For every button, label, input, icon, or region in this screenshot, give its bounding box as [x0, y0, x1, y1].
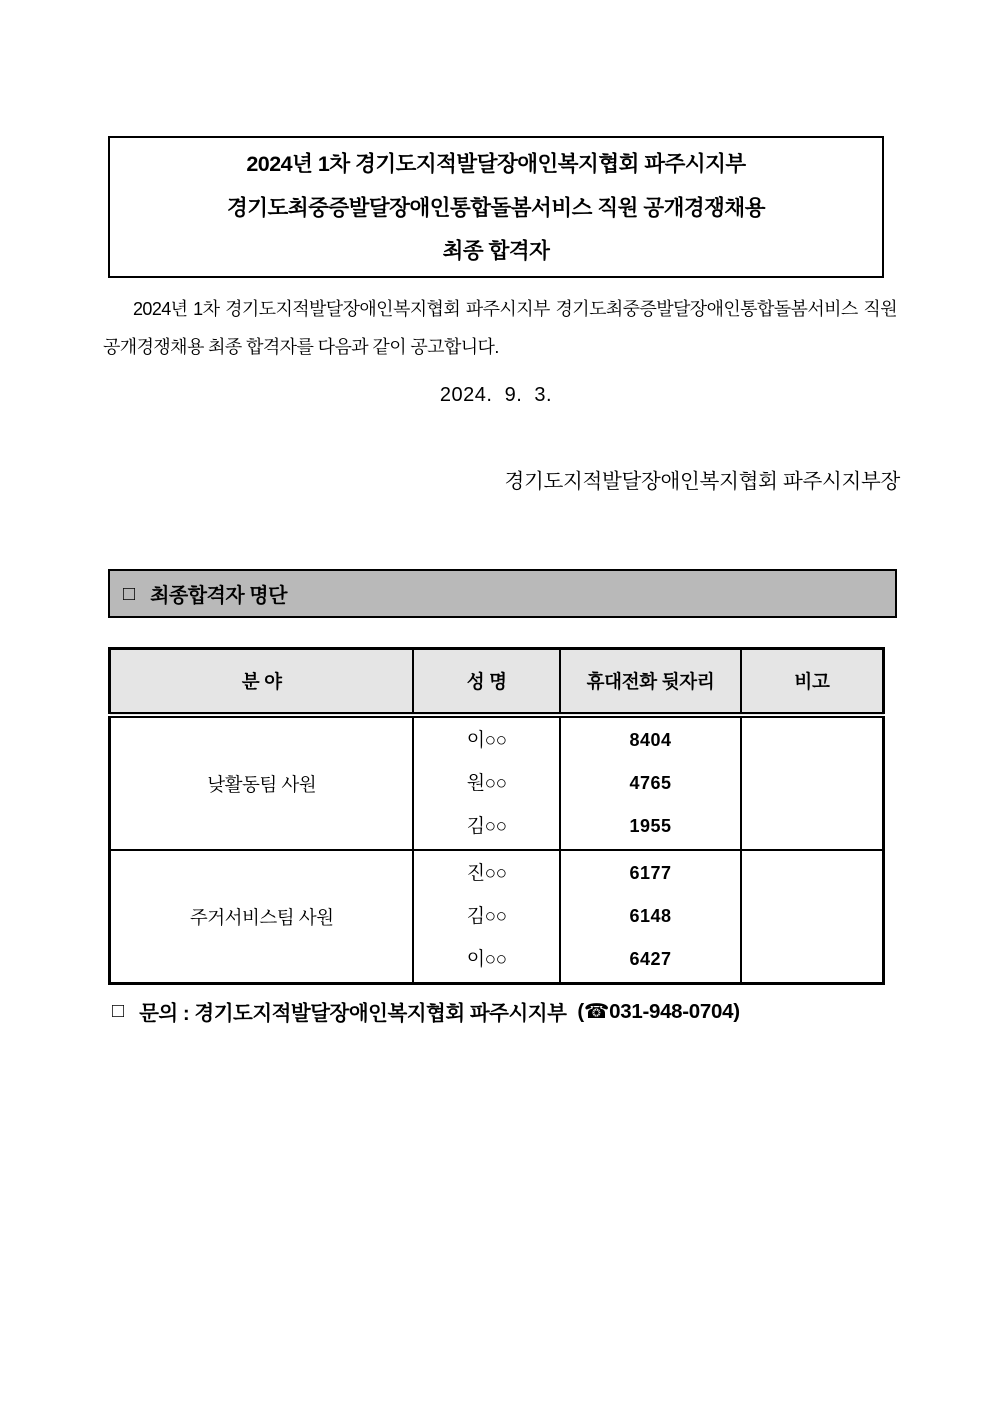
name-line: 이○○ — [466, 949, 507, 970]
table-header-row — [110, 649, 884, 716]
phone-line: 4765 — [629, 773, 672, 793]
section-title: 최종합격자 명단 — [150, 585, 287, 607]
note-cell — [741, 715, 884, 850]
title-line-3: 최종 합격자 — [442, 239, 550, 263]
phone-line: 6427 — [629, 949, 672, 969]
announcement-date: 2024. 9. 3. — [439, 384, 553, 406]
col-header-name: 성 명 — [413, 649, 560, 716]
col-header-field: 분 야 — [110, 649, 414, 716]
col-header-note: 비고 — [741, 649, 884, 716]
table-row-day-activity-team — [110, 715, 884, 850]
phones-cell — [560, 850, 741, 984]
category-cell — [110, 715, 414, 850]
contact-phone: (☎031-948-0704) — [577, 999, 740, 1023]
phone-line: 6177 — [629, 863, 672, 883]
names-cell — [413, 850, 560, 984]
square-bullet-icon: □ — [112, 1000, 125, 1022]
category-cell — [110, 850, 414, 984]
category-label: 주거서비스팀 사원 — [189, 906, 334, 928]
name-line: 진○○ — [466, 863, 507, 884]
names-cell — [413, 715, 560, 850]
contact-footer — [112, 996, 740, 1026]
signer-line: 경기도지적발달장애인복지협회 파주시지부장 — [504, 470, 900, 493]
final-pass-table — [108, 647, 885, 985]
title-line-1: 2024년 1차 경기도지적발달장애인복지협회 파주시지부 — [246, 152, 746, 176]
phone-line: 1955 — [629, 816, 672, 836]
name-line: 원○○ — [466, 773, 507, 794]
title-line-2: 경기도최중증발달장애인통합돌봄서비스 직원 공개경쟁채용 — [227, 195, 765, 220]
col-header-phone: 휴대전화 뒷자리 — [560, 649, 741, 716]
square-bullet-icon: □ — [123, 582, 136, 605]
notice-title-box — [108, 136, 884, 278]
announcement-paragraph: 2024년 1차 경기도지적발달장애인복지협회 파주시지부 경기도최중증발달장애인통합돌봄서비스 직원 공개경쟁채용 최종 합격자를 다음과 같이 공고합니다. — [103, 299, 897, 357]
name-line: 이○○ — [466, 730, 507, 751]
category-label: 낮활동팀 사원 — [207, 773, 317, 795]
section-header-bar — [108, 569, 897, 618]
name-line: 김○○ — [466, 816, 507, 837]
phones-cell — [560, 715, 741, 850]
note-cell — [741, 850, 884, 984]
phone-line: 8404 — [629, 730, 672, 750]
table-row-residential-service-team — [110, 850, 884, 984]
phone-line: 6148 — [629, 906, 672, 926]
contact-label: 문의 : 경기도지적발달장애인복지협회 파주시지부 — [139, 1002, 567, 1025]
name-line: 김○○ — [466, 906, 507, 927]
